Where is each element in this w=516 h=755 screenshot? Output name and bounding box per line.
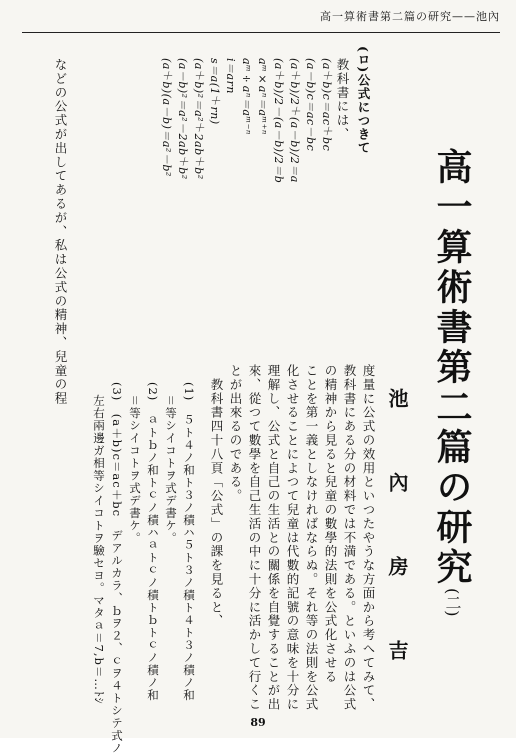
formula: (a＋b)/2－(a－b)/2＝b (272, 58, 285, 184)
item-line: (3) (a＋b)c＝ac＋bc デアルカラ、ｂヲ２、ｃヲ４トシテ式ノ (110, 382, 124, 755)
intro-line: 來、從つて數學を自己生活の中に十分に活かして行くこ (247, 364, 262, 712)
item-line: 左右兩邊ガ相等シイコトヲ驗セヨ。マタａ＝7,b＝…ﾄｼ (92, 382, 106, 705)
item-line: ＝等シイコトヲ式デ書ケ。 (164, 382, 178, 545)
textbook-items (90, 382, 198, 755)
formula: aᵐ÷aⁿ＝aᵐ⁻ⁿ (240, 58, 253, 135)
intro-paragraph (207, 364, 378, 712)
closing-line: などの公式が出してあるが、私は公式の精神、兒童の程 (53, 58, 68, 406)
formula: (a＋b)²＝a²＋2ab＋b² (192, 58, 205, 180)
intro-line: とが出來るのである。 (228, 364, 243, 503)
page-number: 89 (250, 716, 266, 729)
section-heading: (ロ)公式につきて (356, 46, 371, 155)
title-text: 高一算術書第二篇の研究 (431, 148, 473, 588)
intro-line: 教科書にある分の材料では不満である。といふのは公式 (342, 364, 357, 712)
intro-line: ことを第一義としなければならぬ。それ等の法則を公式 (304, 364, 319, 712)
formula: (a＋b)/2＋(a－b)/2＝a (288, 58, 301, 183)
section-intro: 教科書には、 (335, 58, 350, 142)
item-line: (2) ａトｂノ和トｃノ積ハａトｃノ積トｂトｃノ積ノ和 (146, 382, 160, 702)
article-title (432, 148, 472, 616)
formula: s＝a(1＋rn) (208, 58, 221, 125)
item-line: ＝等シイコトヲ式デ書ケ。 (128, 382, 142, 545)
intro-line: 度量に公式の效用といつたやうな方面から考へてみて、 (361, 364, 376, 712)
intro-line: 教科書四十八頁「公式」の課を見ると、 (209, 364, 224, 629)
intro-line: 化させることによつて兒童は代數的記號の意味を十分に (285, 364, 300, 712)
formula: aᵐ×aⁿ＝aᵐ⁺ⁿ (256, 58, 269, 135)
formula: i＝arn (224, 58, 237, 94)
running-head: 高一算術書第二篇の研究——池內 (320, 10, 500, 23)
item-line: (1) ５ト４ノ和ト３ノ積ハ５ト３ノ積ト４ト３ノ積ノ和 (182, 382, 196, 702)
intro-line: の精神から見ると兒童の數學的法則を公式化させる (323, 364, 338, 684)
formula: (a－b)²＝a²－2ab＋b² (176, 58, 189, 180)
part-number: (二) (443, 588, 462, 617)
intro-line: 理解し、公式と自己の生活との關係を自覺することが出 (266, 364, 281, 712)
formula: (a＋b)(a－b)＝a²－b² (160, 58, 173, 177)
formula: (a－b)c＝ac－bc (304, 58, 317, 152)
formula: (a＋b)c＝ac＋bc (320, 58, 333, 152)
formula-list (158, 58, 334, 183)
author-name: 池 內 房 吉 (385, 388, 409, 682)
